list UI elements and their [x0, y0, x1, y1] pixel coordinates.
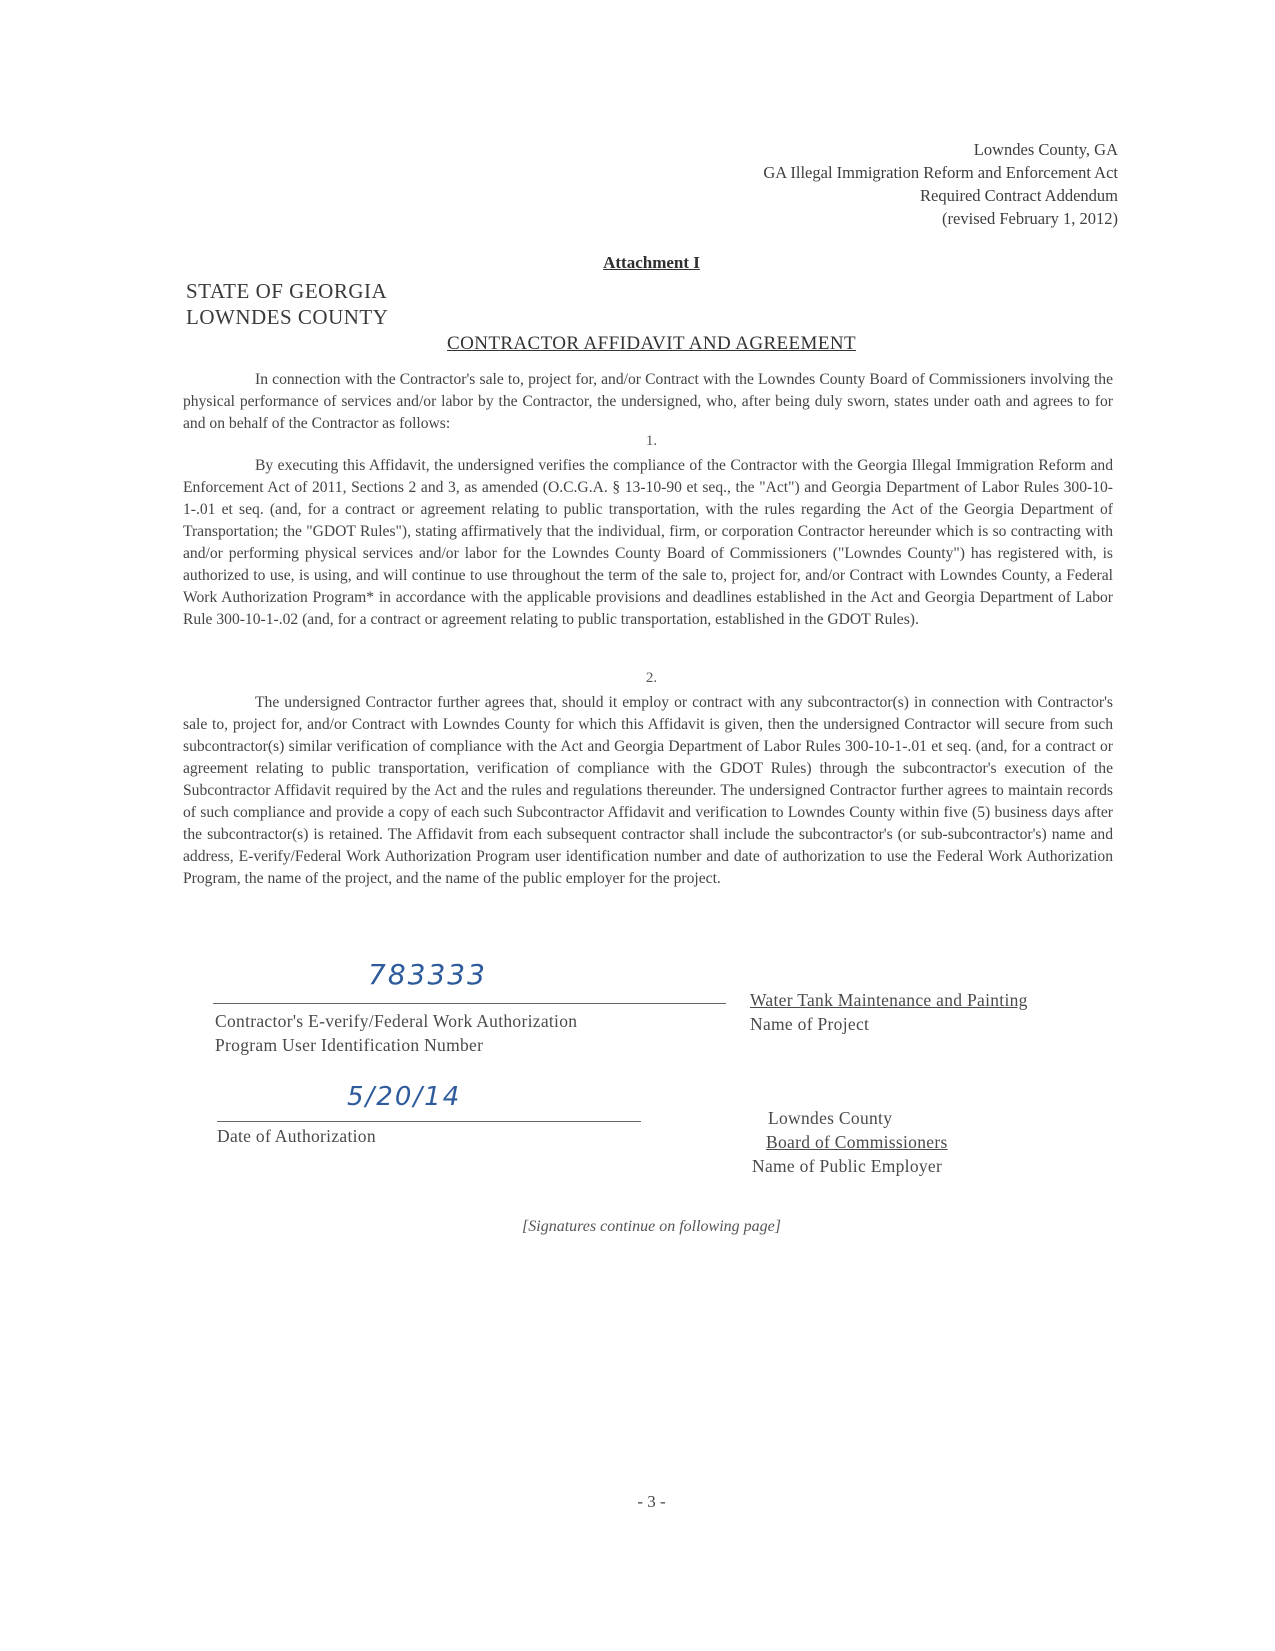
- state-name: STATE OF GEORGIA: [186, 279, 388, 303]
- employer-field: [752, 1106, 948, 1178]
- handwritten-date: 5/20/14: [347, 1082, 462, 1112]
- id-label-line-2: Program User Identification Number: [215, 1035, 484, 1055]
- document-header: [598, 138, 1118, 230]
- handwritten-id-number: 783333: [368, 958, 487, 991]
- document-title: CONTRACTOR AFFIDAVIT AND AGREEMENT: [447, 333, 856, 354]
- employer-label: Name of Public Employer: [752, 1156, 943, 1176]
- header-line: GA Illegal Immigration Reform and Enforcement Act: [763, 163, 1118, 182]
- state-county-block: [186, 278, 388, 330]
- intro-text: In connection with the Contractor's sale to, project for, and/or Contract with the Lowndes County Board of Commissioners involving the physical performance of services and/or labor by the Contractor, the undersigned, who, after being duly sworn, states under oath and agrees to for and on behalf of the Contractor as follows:: [183, 371, 1113, 432]
- id-label: [215, 1009, 577, 1057]
- project-label: Name of Project: [750, 1014, 870, 1034]
- header-line: (revised February 1, 2012): [942, 209, 1118, 228]
- section-number-1: 1.: [645, 433, 658, 449]
- section-2-paragraph: [183, 692, 1113, 890]
- header-line: Required Contract Addendum: [920, 186, 1118, 205]
- date-signature-line: [217, 1121, 641, 1122]
- project-name: Water Tank Maintenance and Painting: [750, 990, 1028, 1010]
- continuation-note: [Signatures continue on following page]: [522, 1218, 781, 1235]
- project-field: [750, 988, 1028, 1036]
- intro-paragraph: [183, 369, 1113, 435]
- section-1-text: By executing this Affidavit, the undersigned verifies the compliance of the Contractor with the Georgia Illegal Immigration Reform and Enforcement Act of 2011, Sections 2 and 3, as amended (O.C.G.A. § 13-10-90 et seq., the "Act") and Georgia Department of Labor Rules 300-10-1-.01 et seq. (and, for a contract or agreement relating to public transportation, with the rules regarding the Act of the Georgia Department of Transportation; the "GDOT Rules"), stating affirmatively that the individual, firm, or corporation Contractor hereunder which is so contracting with and/or performing physical services and/or labor for the Lowndes County Board of Commissioners ("Lowndes County") has registered with, is authorized to use, is using, and will continue to use throughout the term of the sale to, project for, and/or Contract with Lowndes County, a Federal Work Authorization Program* in accordance with the applicable provisions and deadlines established in the Act and Georgia Department of Labor Rule 300-10-1-.02 (and, for a contract or agreement relating to public transportation, established in the GDOT Rules).: [183, 457, 1113, 628]
- attachment-label: Attachment I: [603, 253, 700, 272]
- date-label: Date of Authorization: [217, 1126, 376, 1146]
- id-label-line-1: Contractor's E-verify/Federal Work Authorization: [215, 1011, 578, 1031]
- employer-line-2: Board of Commissioners: [766, 1132, 948, 1152]
- section-2-text: The undersigned Contractor further agrees that, should it employ or contract with any subcontractor(s) in connection with Contractor's sale to, project for, and/or Contract with Lowndes County for which this Affidavit is given, then the undersigned Contractor will secure from such subcontractor(s) similar verification of compliance with the Act and Georgia Department of Labor Rules 300-10-1-.01 et seq. (and, for a contract or agreement relating to public transportation, verification of compliance with the GDOT Rules) through the subcontractor's execution of the Subcontractor Affidavit required by the Act and the rules and regulations thereunder. The undersigned Contractor further agrees to maintain records of such compliance and provide a copy of each such Subcontractor Affidavit and verification to Lowndes County within five (5) business days after the subcontractor(s) is retained. The Affidavit from each subsequent contractor shall include the subcontractor's (or sub-subcontractor's) name and address, E-verify/Federal Work Authorization Program user identification number and date of authorization to use the Federal Work Authorization Program, the name of the project, and the name of the public employer for the project.: [183, 694, 1113, 887]
- county-name: LOWNDES COUNTY: [186, 305, 389, 329]
- page-number: - 3 -: [637, 1492, 666, 1511]
- header-line: Lowndes County, GA: [973, 140, 1118, 159]
- employer-line-1: Lowndes County: [768, 1108, 893, 1128]
- id-signature-line: [213, 1003, 726, 1004]
- section-1-paragraph: [183, 455, 1113, 631]
- section-number-2: 2.: [645, 670, 658, 686]
